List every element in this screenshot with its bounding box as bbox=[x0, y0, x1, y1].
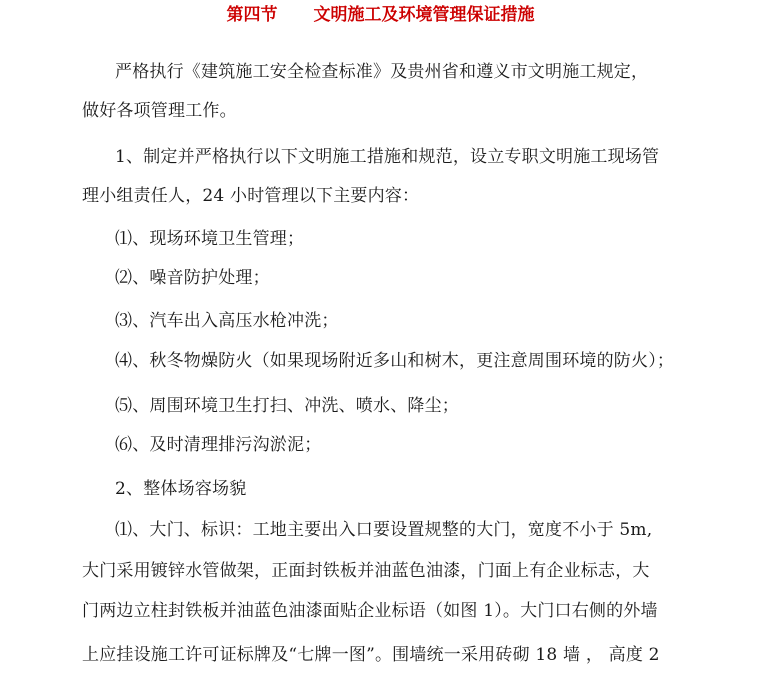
subitem-6: ⑹、及时清理排污沟淤泥； bbox=[115, 435, 322, 455]
item-2-1-line-4: 上应挂设施工许可证标牌及“七牌一图”。围墙统一采用砖砌 18 墙 ， 高度 2 bbox=[82, 645, 660, 665]
intro-paragraph-line-2: 做好各项管理工作。 bbox=[82, 101, 237, 121]
section-number: 第四节 bbox=[226, 5, 278, 25]
subitem-5: ⑸、周围环境卫生打扫、冲洗、喷水、降尘； bbox=[115, 396, 459, 416]
subitem-3: ⑶、汽车出入高压水枪冲洗； bbox=[115, 311, 339, 331]
subitem-2: ⑵、噪音防护处理； bbox=[115, 268, 270, 288]
section-heading bbox=[0, 2, 761, 28]
item-2-1-line-3: 门两边立柱封铁板并油蓝色油漆面贴企业标语（如图 1）。大门口右侧的外墙 bbox=[82, 601, 658, 621]
item-1-line-1: 1、制定并严格执行以下文明施工措施和规范，设立专职文明施工现场管 bbox=[115, 147, 660, 167]
item-1-line-2: 理小组责任人，24 小时管理以下主要内容： bbox=[82, 186, 420, 206]
item-2-1-line-2: 大门采用镀锌水管做架，正面封铁板并油蓝色油漆，门面上有企业标志，大 bbox=[82, 561, 650, 581]
subitem-4: ⑷、秋冬物燥防火（如果现场附近多山和树木，更注意周围环境的防火）； bbox=[115, 351, 675, 371]
intro-paragraph-line-1: 严格执行《建筑施工安全检查标准》及贵州省和遵义市文明施工规定， bbox=[115, 62, 649, 82]
item-2-1-line-1: ⑴、大门、标识：工地主要出入口要设置规整的大门，宽度不小于 5m, bbox=[115, 520, 653, 540]
item-2-title: 2、整体场容场貌 bbox=[115, 479, 247, 499]
section-title: 文明施工及环境管理保证措施 bbox=[313, 5, 535, 25]
subitem-1: ⑴、现场环境卫生管理； bbox=[115, 229, 305, 249]
